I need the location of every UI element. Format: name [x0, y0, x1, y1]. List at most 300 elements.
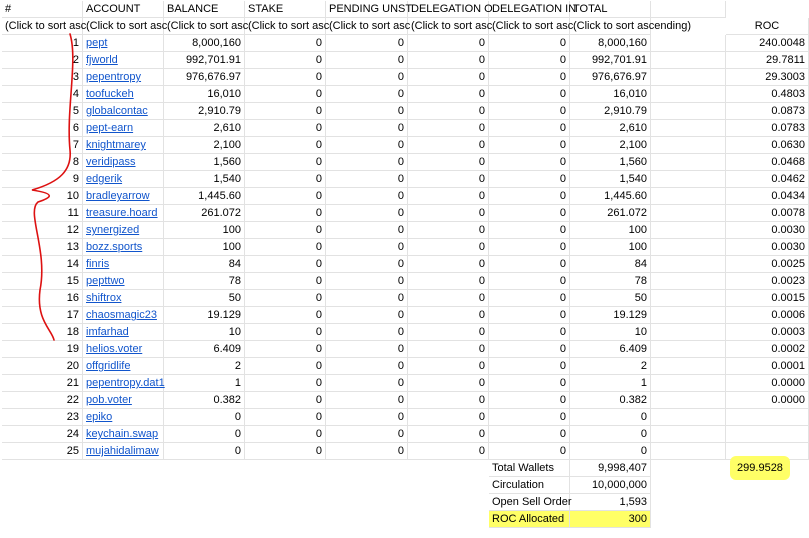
roc-cell: 0.0462 [726, 171, 809, 188]
total-cell: 19.129 [570, 307, 651, 324]
account-cell [83, 392, 164, 409]
pending-cell: 0 [326, 120, 408, 137]
total-cell: 1,540 [570, 171, 651, 188]
total-cell: 2,100 [570, 137, 651, 154]
account-link[interactable]: fjworld [86, 54, 118, 66]
stake-cell: 0 [245, 426, 326, 443]
empty-cell [651, 103, 726, 120]
pending-cell: 0 [326, 409, 408, 426]
total-cell: 6.409 [570, 341, 651, 358]
num-cell: 6 [2, 120, 83, 137]
num-cell: 2 [2, 52, 83, 69]
dout-cell: 0 [408, 52, 489, 69]
account-link[interactable]: edgerik [86, 173, 123, 185]
total-cell: 0.382 [570, 392, 651, 409]
empty-cell [651, 35, 726, 52]
pending-cell: 0 [326, 35, 408, 52]
balance-cell: 10 [164, 324, 245, 341]
stake-cell: 0 [245, 171, 326, 188]
balance-cell: 992,701.91 [164, 52, 245, 69]
total-cell: 976,676.97 [570, 69, 651, 86]
num-cell: 23 [2, 409, 83, 426]
account-cell [83, 86, 164, 103]
num-cell: 17 [2, 307, 83, 324]
balance-cell: 19.129 [164, 307, 245, 324]
stake-cell: 0 [245, 52, 326, 69]
total-cell: 50 [570, 290, 651, 307]
num-cell: 21 [2, 375, 83, 392]
empty-cell [651, 171, 726, 188]
total-cell: 992,701.91 [570, 52, 651, 69]
account-link[interactable]: pob.voter [86, 394, 132, 406]
pending-cell: 0 [326, 154, 408, 171]
num-cell: 15 [2, 273, 83, 290]
account-cell [83, 103, 164, 120]
din-cell: 0 [489, 426, 570, 443]
account-link[interactable]: pepentropy [86, 71, 142, 83]
sort-hint-num[interactable]: (Click to sort asc [2, 18, 83, 35]
summary-value: 10,000,000 [570, 477, 651, 494]
dout-cell: 0 [408, 341, 489, 358]
din-cell: 0 [489, 392, 570, 409]
din-cell: 0 [489, 307, 570, 324]
balance-cell: 78 [164, 273, 245, 290]
account-link[interactable]: imfarhad [86, 326, 129, 338]
balance-cell: 261.072 [164, 205, 245, 222]
pending-cell: 0 [326, 290, 408, 307]
total-cell: 78 [570, 273, 651, 290]
empty-cell [651, 375, 726, 392]
total-cell: 0 [570, 426, 651, 443]
account-link[interactable]: mujahidalimaw [86, 445, 159, 457]
roc-cell: 0.0078 [726, 205, 809, 222]
balance-cell: 976,676.97 [164, 69, 245, 86]
din-cell: 0 [489, 273, 570, 290]
num-cell: 22 [2, 392, 83, 409]
pending-cell: 0 [326, 171, 408, 188]
account-cell [83, 307, 164, 324]
din-cell: 0 [489, 290, 570, 307]
num-cell: 1 [2, 35, 83, 52]
balance-cell: 2,910.79 [164, 103, 245, 120]
roc-cell: 0.0783 [726, 120, 809, 137]
account-link[interactable]: shiftrox [86, 292, 122, 304]
roc-cell: 0.0015 [726, 290, 809, 307]
balance-cell: 6.409 [164, 341, 245, 358]
roc-cell: 29.3003 [726, 69, 809, 86]
account-cell [83, 120, 164, 137]
dout-cell: 0 [408, 375, 489, 392]
balance-cell: 2,100 [164, 137, 245, 154]
account-link[interactable]: keychain.swap [86, 428, 159, 440]
din-cell: 0 [489, 188, 570, 205]
total-cell: 1,560 [570, 154, 651, 171]
stake-cell: 0 [245, 205, 326, 222]
dout-cell: 0 [408, 256, 489, 273]
num-cell: 11 [2, 205, 83, 222]
total-cell: 100 [570, 239, 651, 256]
empty-cell [651, 239, 726, 256]
dout-cell: 0 [408, 426, 489, 443]
header-dout[interactable]: DELEGATION O [408, 1, 489, 18]
stake-cell: 0 [245, 375, 326, 392]
account-link[interactable]: veridipass [86, 156, 136, 168]
dout-cell: 0 [408, 69, 489, 86]
stake-cell: 0 [245, 341, 326, 358]
sort-hint-account[interactable]: (Click to sort asc [83, 18, 164, 35]
stake-cell: 0 [245, 35, 326, 52]
din-cell: 0 [489, 443, 570, 460]
stake-cell: 0 [245, 222, 326, 239]
pending-cell: 0 [326, 341, 408, 358]
num-cell: 7 [2, 137, 83, 154]
dout-cell: 0 [408, 154, 489, 171]
dout-cell: 0 [408, 205, 489, 222]
header-num[interactable]: # [2, 1, 83, 18]
din-cell: 0 [489, 222, 570, 239]
empty-cell [651, 307, 726, 324]
total-cell: 1,445.60 [570, 188, 651, 205]
roc-cell: 0.0030 [726, 239, 809, 256]
empty-cell [651, 154, 726, 171]
empty-cell [651, 358, 726, 375]
din-cell: 0 [489, 205, 570, 222]
din-cell: 0 [489, 324, 570, 341]
empty-cell [651, 188, 726, 205]
stake-cell: 0 [245, 137, 326, 154]
account-link[interactable]: toofuckeh [86, 88, 134, 100]
header-blank [651, 1, 726, 18]
total-cell: 2,610 [570, 120, 651, 137]
pending-cell: 0 [326, 222, 408, 239]
account-link[interactable]: chaosmagic23 [86, 309, 157, 321]
roc-cell: 0.0006 [726, 307, 809, 324]
pending-cell: 0 [326, 273, 408, 290]
account-cell [83, 205, 164, 222]
total-cell: 2,910.79 [570, 103, 651, 120]
stake-cell: 0 [245, 358, 326, 375]
empty-cell [651, 409, 726, 426]
balance-cell: 16,010 [164, 86, 245, 103]
pending-cell: 0 [326, 443, 408, 460]
account-link[interactable]: offgridlife [86, 360, 131, 372]
total-cell: 261.072 [570, 205, 651, 222]
din-cell: 0 [489, 358, 570, 375]
roc-cell: 0.0000 [726, 375, 809, 392]
din-cell: 0 [489, 103, 570, 120]
empty-cell [651, 426, 726, 443]
pending-cell: 0 [326, 52, 408, 69]
din-cell: 0 [489, 154, 570, 171]
total-cell: 2 [570, 358, 651, 375]
account-link[interactable]: epiko [86, 411, 113, 423]
pending-cell: 0 [326, 324, 408, 341]
balance-cell: 8,000,160 [164, 35, 245, 52]
din-cell: 0 [489, 256, 570, 273]
sort-hint-din[interactable]: (Click to sort asc [489, 18, 570, 35]
dout-cell: 0 [408, 86, 489, 103]
account-cell [83, 358, 164, 375]
header-roc[interactable]: ROC [726, 18, 809, 35]
account-link[interactable]: pept [86, 37, 108, 49]
balance-cell: 100 [164, 239, 245, 256]
stake-cell: 0 [245, 443, 326, 460]
header-total[interactable]: TOTAL [570, 1, 651, 18]
account-cell [83, 256, 164, 273]
din-cell: 0 [489, 171, 570, 188]
total-cell: 0 [570, 443, 651, 460]
account-cell [83, 154, 164, 171]
balance-cell: 1,560 [164, 154, 245, 171]
balance-cell: 1,540 [164, 171, 245, 188]
balance-cell: 0 [164, 426, 245, 443]
pending-cell: 0 [326, 103, 408, 120]
account-link[interactable]: knightmarey [86, 139, 146, 151]
din-cell: 0 [489, 375, 570, 392]
stake-cell: 0 [245, 86, 326, 103]
stake-cell: 0 [245, 409, 326, 426]
empty-cell [651, 290, 726, 307]
account-cell [83, 290, 164, 307]
pending-cell: 0 [326, 392, 408, 409]
roc-cell: 0.0023 [726, 273, 809, 290]
account-link[interactable]: pepentropy.dat1 [86, 377, 165, 389]
balance-cell: 2 [164, 358, 245, 375]
dout-cell: 0 [408, 222, 489, 239]
summary-label: Circulation [489, 477, 570, 494]
num-cell: 9 [2, 171, 83, 188]
account-cell [83, 35, 164, 52]
num-cell: 4 [2, 86, 83, 103]
account-link[interactable]: bozz.sports [86, 241, 143, 253]
num-cell: 12 [2, 222, 83, 239]
account-cell [83, 137, 164, 154]
account-cell [83, 239, 164, 256]
summary-value: 300 [570, 511, 651, 528]
din-cell: 0 [489, 341, 570, 358]
header-account[interactable]: ACCOUNT [83, 1, 164, 18]
pending-cell: 0 [326, 426, 408, 443]
stake-cell: 0 [245, 154, 326, 171]
account-link[interactable]: synergized [86, 224, 140, 236]
total-cell: 8,000,160 [570, 35, 651, 52]
pending-cell: 0 [326, 205, 408, 222]
account-cell [83, 341, 164, 358]
pending-cell: 0 [326, 239, 408, 256]
total-cell: 100 [570, 222, 651, 239]
account-link[interactable]: bradleyarrow [86, 190, 150, 202]
pending-cell: 0 [326, 86, 408, 103]
dout-cell: 0 [408, 171, 489, 188]
roc-cell: 0.0030 [726, 222, 809, 239]
balance-cell: 1 [164, 375, 245, 392]
account-link[interactable]: globalcontac [86, 105, 148, 117]
dout-cell: 0 [408, 443, 489, 460]
dout-cell: 0 [408, 188, 489, 205]
empty-cell [651, 69, 726, 86]
account-cell [83, 409, 164, 426]
account-link[interactable]: treasure.hoard [86, 207, 158, 219]
stake-cell: 0 [245, 69, 326, 86]
total-cell: 10 [570, 324, 651, 341]
stake-cell: 0 [245, 188, 326, 205]
dout-cell: 0 [408, 307, 489, 324]
din-cell: 0 [489, 86, 570, 103]
account-link[interactable]: finris [86, 258, 110, 270]
roc-cell: 0.0873 [726, 103, 809, 120]
summary-label: Open Sell Order [489, 494, 570, 511]
pending-cell: 0 [326, 307, 408, 324]
roc-cell: 0.0000 [726, 392, 809, 409]
summary-value: 9,998,407 [570, 460, 651, 477]
account-cell [83, 188, 164, 205]
num-cell: 16 [2, 290, 83, 307]
num-cell: 5 [2, 103, 83, 120]
sort-hint-dout[interactable]: (Click to sort asc [408, 18, 489, 35]
empty-cell [651, 273, 726, 290]
sort-hint-stake[interactable]: (Click to sort asc [245, 18, 326, 35]
account-cell [83, 222, 164, 239]
balance-cell: 50 [164, 290, 245, 307]
empty-cell [651, 256, 726, 273]
summary-value: 1,593 [570, 494, 651, 511]
roc-cell: 0.0001 [726, 358, 809, 375]
empty-cell [651, 52, 726, 69]
stake-cell: 0 [245, 392, 326, 409]
account-cell [83, 375, 164, 392]
roc-cell: 29.7811 [726, 52, 809, 69]
dout-cell: 0 [408, 137, 489, 154]
stake-cell: 0 [245, 256, 326, 273]
dout-cell: 0 [408, 392, 489, 409]
balance-cell: 0 [164, 443, 245, 460]
din-cell: 0 [489, 409, 570, 426]
total-cell: 16,010 [570, 86, 651, 103]
sort-hint-total[interactable]: (Click to sort ascending) [570, 18, 651, 35]
total-cell: 84 [570, 256, 651, 273]
stake-cell: 0 [245, 290, 326, 307]
dout-cell: 0 [408, 273, 489, 290]
din-cell: 0 [489, 239, 570, 256]
header-balance[interactable]: BALANCE [164, 1, 245, 18]
account-link[interactable]: pept-earn [86, 122, 134, 134]
roc-cell [726, 409, 809, 426]
roc-cell: 0.0468 [726, 154, 809, 171]
roc-cell: 0.0630 [726, 137, 809, 154]
roc-cell [726, 426, 809, 443]
account-link[interactable]: helios.voter [86, 343, 143, 355]
balance-cell: 1,445.60 [164, 188, 245, 205]
summary-label: Total Wallets [489, 460, 570, 477]
empty-cell [651, 392, 726, 409]
pending-cell: 0 [326, 256, 408, 273]
pending-cell: 0 [326, 137, 408, 154]
stake-cell: 0 [245, 324, 326, 341]
stake-cell: 0 [245, 273, 326, 290]
pending-cell: 0 [326, 188, 408, 205]
dout-cell: 0 [408, 120, 489, 137]
num-cell: 10 [2, 188, 83, 205]
header-din[interactable]: DELEGATION IN [489, 1, 570, 18]
empty-cell [651, 222, 726, 239]
sort-hint-balance[interactable]: (Click to sort asc [164, 18, 245, 35]
num-cell: 18 [2, 324, 83, 341]
pending-cell: 0 [326, 375, 408, 392]
total-cell: 0 [570, 409, 651, 426]
roc-cell: 0.0002 [726, 341, 809, 358]
dout-cell: 0 [408, 35, 489, 52]
account-cell [83, 273, 164, 290]
account-cell [83, 426, 164, 443]
stake-cell: 0 [245, 120, 326, 137]
din-cell: 0 [489, 69, 570, 86]
balance-cell: 84 [164, 256, 245, 273]
pending-cell: 0 [326, 69, 408, 86]
roc-cell: 0.0003 [726, 324, 809, 341]
dout-cell: 0 [408, 103, 489, 120]
num-cell: 25 [2, 443, 83, 460]
total-cell: 1 [570, 375, 651, 392]
dout-cell: 0 [408, 239, 489, 256]
account-cell [83, 171, 164, 188]
balance-cell: 0.382 [164, 392, 245, 409]
balance-cell: 100 [164, 222, 245, 239]
empty-cell [651, 324, 726, 341]
empty-cell [651, 86, 726, 103]
roc-cell: 0.4803 [726, 86, 809, 103]
empty-cell [651, 205, 726, 222]
account-cell [83, 324, 164, 341]
din-cell: 0 [489, 137, 570, 154]
header-pending[interactable]: PENDING UNST [326, 1, 408, 18]
account-link[interactable]: pepttwo [86, 275, 125, 287]
num-cell: 24 [2, 426, 83, 443]
empty-cell [651, 120, 726, 137]
din-cell: 0 [489, 52, 570, 69]
num-cell: 13 [2, 239, 83, 256]
summary-label: ROC Allocated [489, 511, 570, 528]
roc-total: 299.9528 [730, 456, 790, 480]
dout-cell: 0 [408, 358, 489, 375]
roc-cell: 0.0434 [726, 188, 809, 205]
num-cell: 20 [2, 358, 83, 375]
roc-cell: 240.0048 [726, 35, 809, 52]
empty-cell [651, 443, 726, 460]
num-cell: 14 [2, 256, 83, 273]
header-stake[interactable]: STAKE [245, 1, 326, 18]
stake-cell: 0 [245, 307, 326, 324]
balance-cell: 2,610 [164, 120, 245, 137]
dout-cell: 0 [408, 324, 489, 341]
empty-cell [651, 341, 726, 358]
stake-cell: 0 [245, 103, 326, 120]
din-cell: 0 [489, 35, 570, 52]
account-cell [83, 69, 164, 86]
din-cell: 0 [489, 120, 570, 137]
dout-cell: 0 [408, 290, 489, 307]
roc-cell: 0.0025 [726, 256, 809, 273]
account-cell [83, 52, 164, 69]
stake-cell: 0 [245, 239, 326, 256]
num-cell: 3 [2, 69, 83, 86]
balance-cell: 0 [164, 409, 245, 426]
account-cell [83, 443, 164, 460]
sort-hint-pending[interactable]: (Click to sort asc [326, 18, 408, 35]
pending-cell: 0 [326, 358, 408, 375]
dout-cell: 0 [408, 409, 489, 426]
num-cell: 8 [2, 154, 83, 171]
num-cell: 19 [2, 341, 83, 358]
